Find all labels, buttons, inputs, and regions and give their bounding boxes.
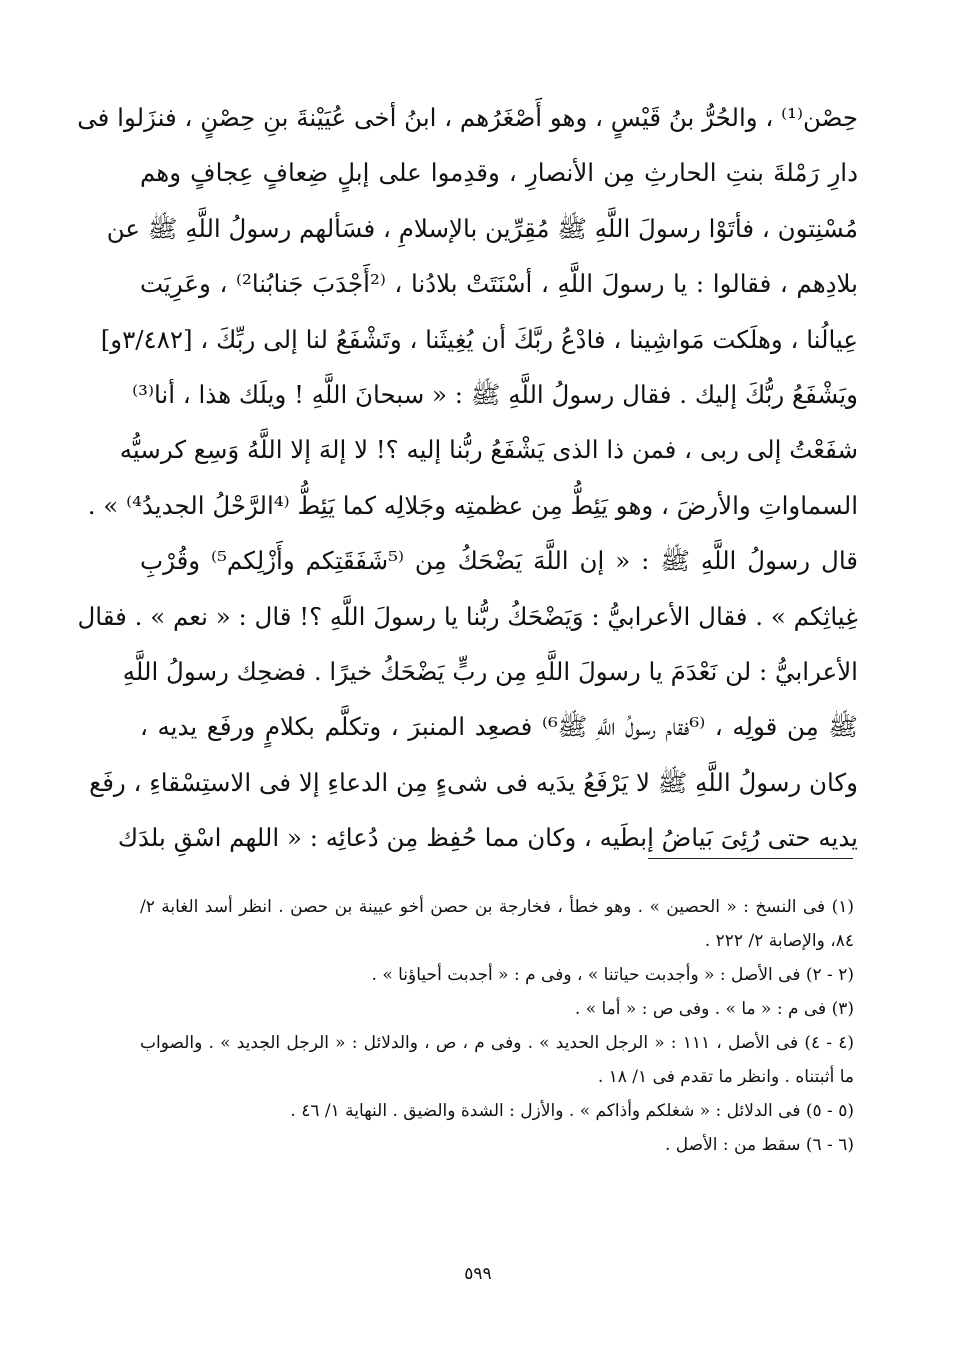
- footnote-line: (٦ - ٦) سقط من : الأصل .: [664, 1135, 854, 1155]
- main-text-line: عِيالُنا ، وهلَكت مَواشِينا ، فادْعُ ربَّكَ أن يُغِيثَنا ، وتَشْفَعُ لنا إلى ربِّكَ ، [٣/٤٨٢و]: [100, 324, 858, 354]
- footnote-line: (٢ - ٢) فى الأصل : « وأجدبت حياتنا » ، وفى م : « أجدبت أحياؤنا » .: [371, 965, 854, 985]
- footnote-line: ما أثبتناه . وانظر ما تقدم فى ١/ ١٨ .: [597, 1067, 854, 1087]
- main-text-line: قال رسولُ اللَّهِ ﷺ : « إن اللَّهَ يَضْحَكُ مِن ⁽⁵شَفَقَتِكم وأَزْلِكم⁵⁾ وقُرْبِ: [140, 546, 859, 576]
- page-number: ٥٩٩: [464, 1264, 492, 1284]
- main-text-line: مُسْنِتون ، فأتَوْا رسولَ اللَّهِ ﷺ مُقِرِّين بالإسلامِ ، فسَألهم رسولُ اللَّهِ ﷺ عن: [106, 213, 858, 243]
- footnote-line: (٤ - ٤) فى الأصل ، ١١١ : « الرجل الحديد » . وفى م ، ص ، والدلائل : « الرجل الجديد » . والصواب: [140, 1033, 855, 1053]
- main-text-line: ويَشْفَعُ ربُّكَ إليك . فقال رسولُ اللَّهِ ﷺ : « سبحانَ اللَّهِ ! ويلَك هذا ، أنا⁽³⁾: [132, 379, 858, 409]
- footnote-line: (١) فى النسخ : « الحصين » . وهو خطأ ، فخارجة بن حصن أخو عيينة بن حصن . انظر أسد الغابة ٢/: [140, 897, 854, 917]
- main-text-body: [77, 90, 859, 865]
- main-text-line: دارِ رَمْلةَ بنتِ الحارثِ مِن الأنصارِ ، وقدِموا على إبلٍ ضِعافٍ عِجافٍ وهم: [140, 158, 858, 188]
- main-text-line: غِياثِكم » . فقال الأعرابيُّ : وَيَضْحَكُ ربُّنا يا رسولَ اللَّهِ ؟! قال : « نعم » . فقال: [77, 601, 858, 631]
- footnote-line: (٥ - ٥) فى الدلائل : « شغلكم وأذاكم » . والأزل : الشدة والضيق . النهاية ١/ ٤٦ .: [290, 1101, 854, 1121]
- footnote-separator: [648, 858, 853, 859]
- main-text-line: شفَعْتُ إلى ربى ، فمن ذا الذى يَشْفَعُ ربُّنا إليه ؟! لا إلهَ إلا اللَّهُ وَسِع كرسيُّه: [119, 435, 858, 465]
- main-text-line: يديه حتى رُئِىَ بَياضُ إبطَيه ، وكان مما حُفِظ مِن دُعائِه : « اللهم اسْقِ بلدَك: [117, 823, 858, 853]
- footnote-line: (٣) فى م : « ما » . وفى ص : « أما » .: [574, 999, 854, 1019]
- footnotes-section: [140, 890, 854, 1162]
- main-text-line: حِصْن⁽¹⁾ ، والحُرُّ بنُ قَيْسٍ ، وهو أَصْغَرُهم ، ابنُ أخى عُيَيْنةَ بنِ حِصْنٍ ، فنزَلوا فى: [77, 103, 858, 132]
- main-text-line: ﷺ مِن قولِه ، ⁽⁶فقام رسولُ اللَّهِ ﷺ⁶⁾ فصعِد المنبرَ ، وتكلَّم بكلامٍ ورفَع يديه ،: [140, 712, 858, 742]
- main-text-line: وكان رسولُ اللَّهِ ﷺ لا يَرْفَعُ يدَيه فى شىءٍ مِن الدعاءِ إلا فى الاستِسْقاءِ ، رفَع: [89, 767, 858, 797]
- main-text-line: الأعرابيُّ : لن نَعْدَمَ يا رسولَ اللَّهِ مِن ربٍّ يَضْحَكُ خيرًا . فضحِك رسولُ اللَّهِ: [122, 656, 858, 686]
- main-text-line: السماواتِ والأرضَ ، وهو يَئِطُّ مِن عظمتِه وجَلالِه كما يَئِطُّ ⁽⁴الرَّحْلُ الجديدُ⁴⁾ » .: [87, 490, 858, 520]
- main-text-line: بلادِهم ، فقالوا : يا رسولَ اللَّهِ ، أسْنَتَتْ بلادُنا ، ⁽²أَجْدَبَ جَنابُنا²⁾ ، وعَرِيَت: [140, 269, 858, 299]
- footnote-line: ٨٤، والإصابة ٢/ ٢٢٢ .: [704, 931, 854, 951]
